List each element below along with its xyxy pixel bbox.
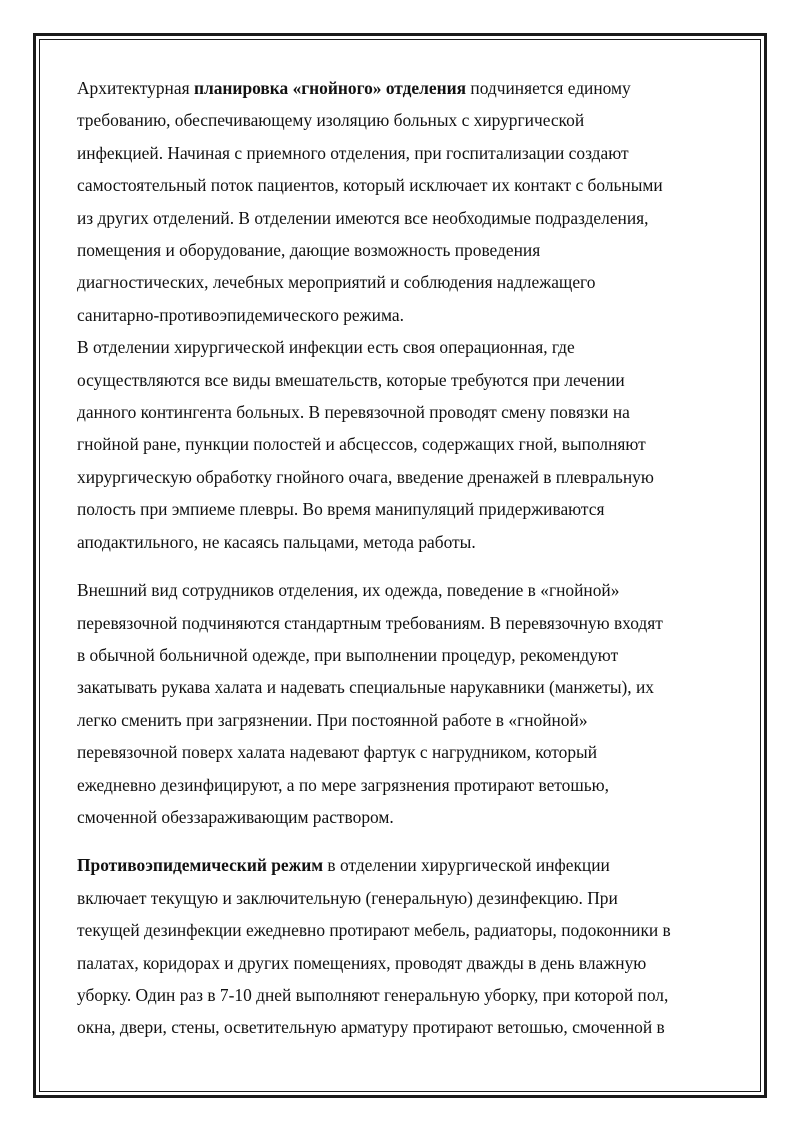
- paragraph-spacer: [77, 833, 727, 849]
- text-run: в отделении хирургической инфекции: [323, 855, 610, 876]
- text-line: уборку. Один раз в 7-10 дней выполняют генеральную уборку, при которой пол,: [77, 984, 669, 1005]
- paragraph-epidemic-regime: [77, 849, 727, 1043]
- text-line: палатах, коридорах и других помещениях, проводят дважды в день влажную: [77, 952, 647, 973]
- bold-term-layout: планировка «гнойного» отделения: [193, 78, 467, 98]
- text-line: перевязочной подчиняются стандартным требованиям. В перевязочную входят: [77, 612, 663, 633]
- text-line: ежедневно дезинфицируют, а по мере загрязнения протирают ветошью,: [77, 774, 610, 795]
- text-line: требованию, обеспечивающему изоляцию больных с хирургической: [77, 110, 585, 131]
- text-line: гнойной ране, пункции полостей и абсцессов, содержащих гной, выполняют: [77, 434, 646, 455]
- text-run: подчиняется единому: [466, 78, 631, 98]
- text-line: аподактильного, не касаясь пальцами, метода работы.: [77, 531, 476, 552]
- text-line: [77, 72, 727, 104]
- text-line: помещения и оборудование, дающие возможность проведения: [77, 240, 541, 261]
- paragraph-spacer: [77, 558, 727, 574]
- text-line: из других отделений. В отделении имеются все необходимые подразделения,: [77, 207, 649, 228]
- text-line: осуществляются все виды вмешательств, которые требуются при лечении: [77, 369, 625, 390]
- text-line: В отделении хирургической инфекции есть своя операционная, где: [77, 337, 575, 358]
- text-line: перевязочной поверх халата надевают фартук с нагрудником, который: [77, 742, 598, 763]
- text-line: включает текущую и заключительную (генеральную) дезинфекцию. При: [77, 887, 618, 908]
- text-line: инфекцией. Начиная с приемного отделения, при госпитализации создают: [77, 142, 629, 163]
- paragraph-department-layout: [77, 72, 727, 331]
- paragraph-staff-appearance: [77, 574, 727, 833]
- bold-term-regime: Противоэпидемический режим: [77, 855, 324, 876]
- document-body: [77, 72, 727, 1044]
- text-line: самостоятельный поток пациентов, который исключает их контакт с больными: [77, 175, 663, 196]
- text-line: [77, 849, 727, 881]
- text-line: легко сменить при загрязнении. При постоянной работе в «гнойной»: [77, 709, 588, 730]
- paragraph-operating-room: [77, 331, 727, 558]
- text-line: смоченной обеззараживающим раствором.: [77, 806, 394, 827]
- text-line: в обычной больничной одежде, при выполнении процедур, рекомендуют: [77, 644, 619, 665]
- text-line: данного контингента больных. В перевязочной проводят смену повязки на: [77, 402, 630, 423]
- text-line: диагностических, лечебных мероприятий и соблюдения надлежащего: [77, 272, 596, 293]
- text-line: полость при эмпиеме плевры. Во время манипуляций придерживаются: [77, 499, 605, 520]
- text-line: санитарно-противоэпидемического режима.: [77, 304, 404, 325]
- text-run: Архитектурная: [77, 78, 194, 98]
- text-line: хирургическую обработку гнойного очага, введение дренажей в плевральную: [77, 466, 654, 487]
- text-line: окна, двери, стены, осветительную арматуру протирают ветошью, смоченной в: [77, 1017, 665, 1038]
- text-line: Внешний вид сотрудников отделения, их одежда, поведение в «гнойной»: [77, 580, 620, 601]
- text-line: закатывать рукава халата и надевать специальные нарукавники (манжеты), их: [77, 677, 655, 698]
- text-line: текущей дезинфекции ежедневно протирают мебель, радиаторы, подоконники в: [77, 920, 671, 941]
